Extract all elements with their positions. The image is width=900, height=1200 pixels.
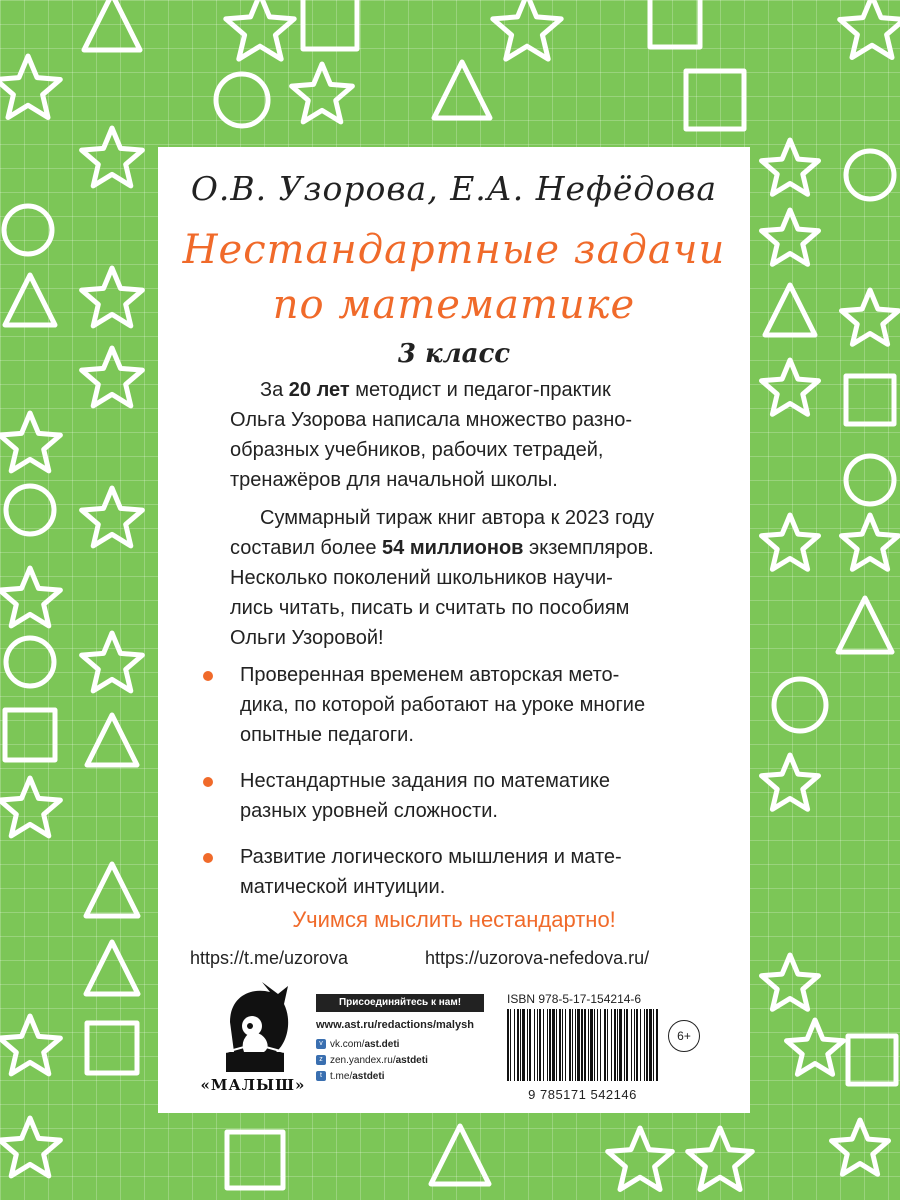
barcode-bar (575, 1009, 576, 1081)
star-icon (787, 1020, 844, 1074)
barcode-bar (607, 1009, 608, 1081)
barcode-bar (510, 1009, 511, 1081)
zen-icon: z (316, 1055, 326, 1065)
barcode-bar (600, 1009, 601, 1081)
barcode-bar (517, 1009, 519, 1081)
star-icon (82, 488, 143, 546)
join-us-banner: Присоединяйтесь к нам! (316, 994, 484, 1012)
grade-label: 3 класс (397, 339, 511, 369)
barcode-bar (556, 1009, 557, 1081)
isbn: ISBN 978-5-17-154214-6 (507, 992, 642, 1006)
publisher-logo (200, 982, 306, 1100)
triangle-icon (86, 942, 138, 994)
star-icon (762, 955, 819, 1009)
barcode-bar (522, 1009, 525, 1081)
bullet-dot (203, 671, 213, 681)
social-vk[interactable]: v vk.com/ast.deti (316, 1039, 399, 1050)
star-icon (0, 56, 60, 118)
barcode-bar (624, 1009, 625, 1081)
barcode-bar (507, 1009, 509, 1081)
star-icon (762, 755, 819, 809)
barcode-bar (569, 1009, 571, 1081)
star-icon (842, 290, 899, 344)
square-icon (303, 0, 357, 49)
barcode-bar (636, 1009, 638, 1081)
barcode-bar (644, 1009, 645, 1081)
star-icon (82, 348, 143, 406)
square-icon (5, 710, 55, 760)
telegram-link[interactable]: https://t.me/uzorova (190, 948, 349, 968)
triangle-icon (765, 285, 815, 335)
barcode-bar (604, 1009, 606, 1081)
barcode-bar (656, 1009, 658, 1081)
star-icon (292, 64, 353, 122)
barcode-bar (581, 1009, 583, 1081)
star-icon (0, 568, 60, 626)
barcode-bar (534, 1009, 535, 1081)
barcode-bar (653, 1009, 654, 1081)
barcode (505, 1009, 660, 1081)
bullet-dot (203, 853, 213, 863)
age-rating-badge: 6+ (668, 1020, 700, 1052)
star-icon (0, 1118, 60, 1176)
square-icon (848, 1036, 896, 1084)
barcode-bar (611, 1009, 612, 1081)
social-telegram[interactable]: t t.me/astdeti (316, 1071, 384, 1082)
star-icon (82, 128, 143, 186)
barcode-bar (543, 1009, 544, 1081)
barcode-bar (577, 1009, 580, 1081)
author-paragraph: За 20 лет методист и педагог-практик Ольга Узорова написала множество разно- образных учебников, рабочих тетрадей, тренажёров для начальной школы. (230, 379, 633, 491)
star-icon (842, 515, 899, 569)
star-icon (0, 1016, 60, 1074)
barcode-bar (626, 1009, 628, 1081)
square-icon (650, 0, 700, 47)
star-icon (762, 140, 819, 194)
barcode-bar (552, 1009, 555, 1081)
triangle-icon (87, 715, 137, 765)
barcode-bar (537, 1009, 538, 1081)
triangle-icon (84, 0, 140, 50)
publisher-logo-text: «МАЛЫШ» (200, 1076, 306, 1094)
barcode-bar (597, 1009, 598, 1081)
star-icon (0, 413, 60, 471)
barcode-bar (572, 1009, 573, 1081)
circle-icon (216, 74, 268, 126)
triangle-icon (434, 62, 490, 118)
barcode-bar (631, 1009, 632, 1081)
authors: О.В. Узорова, Е.А. Нефёдова (190, 169, 718, 208)
barcode-bar (584, 1009, 586, 1081)
star-icon (493, 0, 561, 59)
barcode-bar (649, 1009, 652, 1081)
barcode-bar (559, 1009, 561, 1081)
barcode-bar (549, 1009, 551, 1081)
social-zen[interactable]: z zen.yandex.ru/astdeti (316, 1055, 428, 1066)
square-icon (846, 376, 894, 424)
star-icon (608, 1128, 673, 1190)
barcode-bar (614, 1009, 616, 1081)
barcode-bar (594, 1009, 595, 1081)
star-icon (688, 1128, 753, 1190)
barcode-bar (565, 1009, 566, 1081)
star-icon (762, 360, 819, 414)
vk-icon: v (316, 1039, 326, 1049)
barcode-bar (634, 1009, 635, 1081)
barcode-bar (640, 1009, 641, 1081)
publisher-url[interactable]: www.ast.ru/redactions/malysh (316, 1019, 474, 1031)
text-panel (158, 147, 750, 1113)
barcode-digits: 9 785171 542146 (528, 1087, 637, 1102)
telegram-icon: t (316, 1071, 326, 1081)
bullet-methodology: Проверенная временем авторская мето- дика, по которой работают на уроке многие опытные педагоги. (203, 660, 703, 750)
barcode-bar (562, 1009, 563, 1081)
triangle-icon (86, 864, 138, 916)
barcode-bar (617, 1009, 618, 1081)
star-icon (840, 0, 900, 58)
circle-icon (4, 206, 52, 254)
star-icon (226, 0, 294, 59)
barcode-bar (539, 1009, 541, 1081)
square-icon (87, 1023, 137, 1073)
circle-icon (6, 638, 54, 686)
star-icon (82, 268, 143, 326)
star-icon (832, 1120, 889, 1174)
slogan: Учимся мыслить нестандартно! (292, 907, 616, 932)
barcode-bar (547, 1009, 548, 1081)
star-icon (82, 633, 143, 691)
square-icon (686, 71, 744, 129)
circle-icon (774, 679, 826, 731)
star-icon (762, 515, 819, 569)
square-icon (227, 1132, 283, 1188)
triangle-icon (5, 275, 55, 325)
star-icon (0, 778, 60, 836)
circle-icon (846, 456, 894, 504)
barcode-bar (529, 1009, 531, 1081)
barcode-bar (520, 1009, 521, 1081)
barcode-bar (527, 1009, 528, 1081)
bullet-dot (203, 777, 213, 787)
bullet-logic: Развитие логического мышления и мате- матической интуиции. (203, 842, 703, 902)
bullet-tasks: Нестандартные задания по математике разных уровней сложности. (203, 766, 703, 826)
barcode-bar (646, 1009, 648, 1081)
website-link[interactable]: https://uzorova-nefedova.ru/ (425, 948, 650, 968)
barcode-bar (619, 1009, 622, 1081)
barcode-bar (588, 1009, 589, 1081)
book-title-line2: по математике (272, 282, 636, 328)
star-icon (762, 210, 819, 264)
circle-icon (6, 486, 54, 534)
barcode-bar (514, 1009, 515, 1081)
circle-icon (846, 151, 894, 199)
circulation-paragraph: Суммарный тираж книг автора к 2023 году составил более 54 миллионов экземпляров. Несколько поколений школьников научи- лись читать, писать и считать по пособиям Ольги Узоровой! (230, 507, 655, 649)
barcode-bar (590, 1009, 593, 1081)
book-title-line1: Нестандартные задачи (182, 227, 726, 273)
triangle-icon (431, 1126, 489, 1184)
publisher-logo-icon (200, 982, 306, 1078)
triangle-icon (838, 598, 892, 652)
